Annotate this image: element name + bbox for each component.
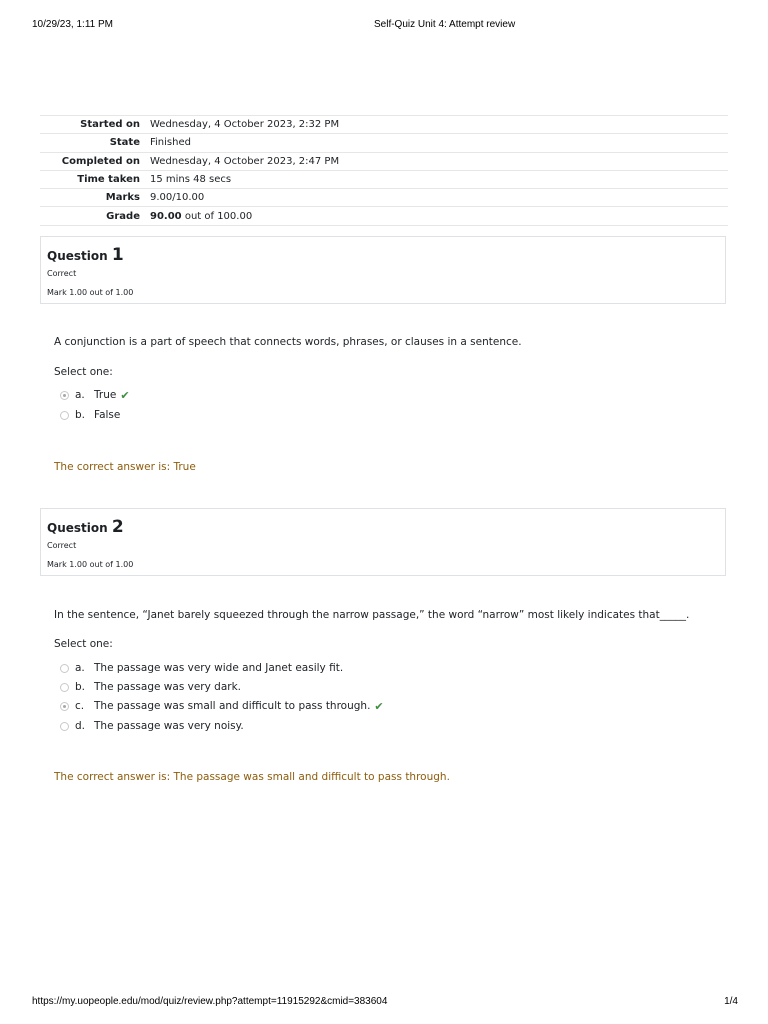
answer-text: True	[94, 389, 117, 401]
summary-value: Wednesday, 4 October 2023, 2:32 PM	[150, 119, 340, 131]
answer-option[interactable]	[60, 660, 343, 676]
question-2-info	[40, 508, 726, 576]
question-label: Question	[47, 249, 108, 263]
summary-label: Started on	[80, 119, 140, 131]
question-title	[47, 517, 124, 537]
check-icon: ✔	[120, 388, 130, 402]
summary-row	[40, 207, 728, 225]
radio-button[interactable]	[60, 722, 69, 731]
summary-row	[40, 170, 728, 188]
question-text: A conjunction is a part of speech that connects words, phrases, or clauses in a sentence.	[54, 336, 522, 348]
question-state: Correct	[47, 269, 77, 278]
radio-button-selected[interactable]	[60, 391, 69, 400]
answer-text: The passage was very noisy.	[94, 720, 244, 732]
question-1-info	[40, 236, 726, 304]
print-datetime: 10/29/23, 1:11 PM	[32, 19, 113, 30]
select-one-prompt: Select one:	[54, 366, 113, 378]
summary-label: Grade	[106, 210, 140, 222]
summary-row	[40, 152, 728, 170]
summary-label: Time taken	[77, 174, 140, 186]
summary-label: Marks	[105, 192, 140, 204]
answer-letter: d.	[75, 720, 86, 732]
answer-text: The passage was small and difficult to pass through.	[94, 700, 371, 712]
answer-text: False	[94, 409, 121, 421]
radio-button-selected[interactable]	[60, 702, 69, 711]
print-page-number: 1/4	[724, 996, 738, 1007]
correct-answer-feedback: The correct answer is: True	[54, 461, 196, 473]
summary-value: 15 mins 48 secs	[150, 174, 232, 186]
grade-value: 90.00	[150, 210, 182, 222]
answer-option[interactable]	[60, 407, 120, 423]
summary-label: State	[109, 137, 140, 149]
summary-row	[40, 116, 728, 134]
radio-button[interactable]	[60, 683, 69, 692]
attempt-summary-table	[40, 115, 728, 226]
answer-letter: c.	[75, 700, 85, 712]
answer-letter: b.	[75, 409, 86, 421]
question-label: Question	[47, 521, 108, 535]
summary-value: Wednesday, 4 October 2023, 2:47 PM	[150, 155, 340, 167]
radio-button[interactable]	[60, 411, 69, 420]
question-number: 1	[111, 245, 124, 265]
summary-row	[40, 189, 728, 207]
question-mark: Mark 1.00 out of 1.00	[47, 288, 134, 297]
check-icon: ✔	[374, 699, 384, 713]
answer-option[interactable]	[60, 698, 384, 714]
question-text: In the sentence, “Janet barely squeezed through the narrow passage,” the word “narrow” most likely indicates that_____.	[54, 609, 690, 621]
summary-label: Completed on	[61, 155, 140, 167]
summary-value: 9.00/10.00	[150, 192, 205, 204]
print-url: https://my.uopeople.edu/mod/quiz/review.php?attempt=11915292&cmid=383604	[32, 996, 388, 1007]
question-title	[47, 245, 124, 265]
answer-option[interactable]	[60, 679, 241, 695]
answer-letter: b.	[75, 681, 86, 693]
answer-option[interactable]	[60, 387, 130, 403]
question-mark: Mark 1.00 out of 1.00	[47, 560, 134, 569]
answer-letter: a.	[75, 389, 85, 401]
correct-answer-feedback: The correct answer is: The passage was small and difficult to pass through.	[54, 771, 450, 783]
answer-letter: a.	[75, 662, 85, 674]
answer-option[interactable]	[60, 718, 244, 734]
question-state: Correct	[47, 541, 77, 550]
print-page-title: Self-Quiz Unit 4: Attempt review	[374, 19, 516, 30]
grade-out-of: out of 100.00	[181, 210, 253, 222]
select-one-prompt: Select one:	[54, 638, 113, 650]
summary-value	[150, 207, 728, 225]
radio-button[interactable]	[60, 664, 69, 673]
answer-text: The passage was very dark.	[94, 681, 242, 693]
question-number: 2	[111, 517, 124, 537]
summary-row	[40, 134, 728, 152]
answer-text: The passage was very wide and Janet easily fit.	[94, 662, 344, 674]
summary-value: Finished	[150, 137, 191, 149]
